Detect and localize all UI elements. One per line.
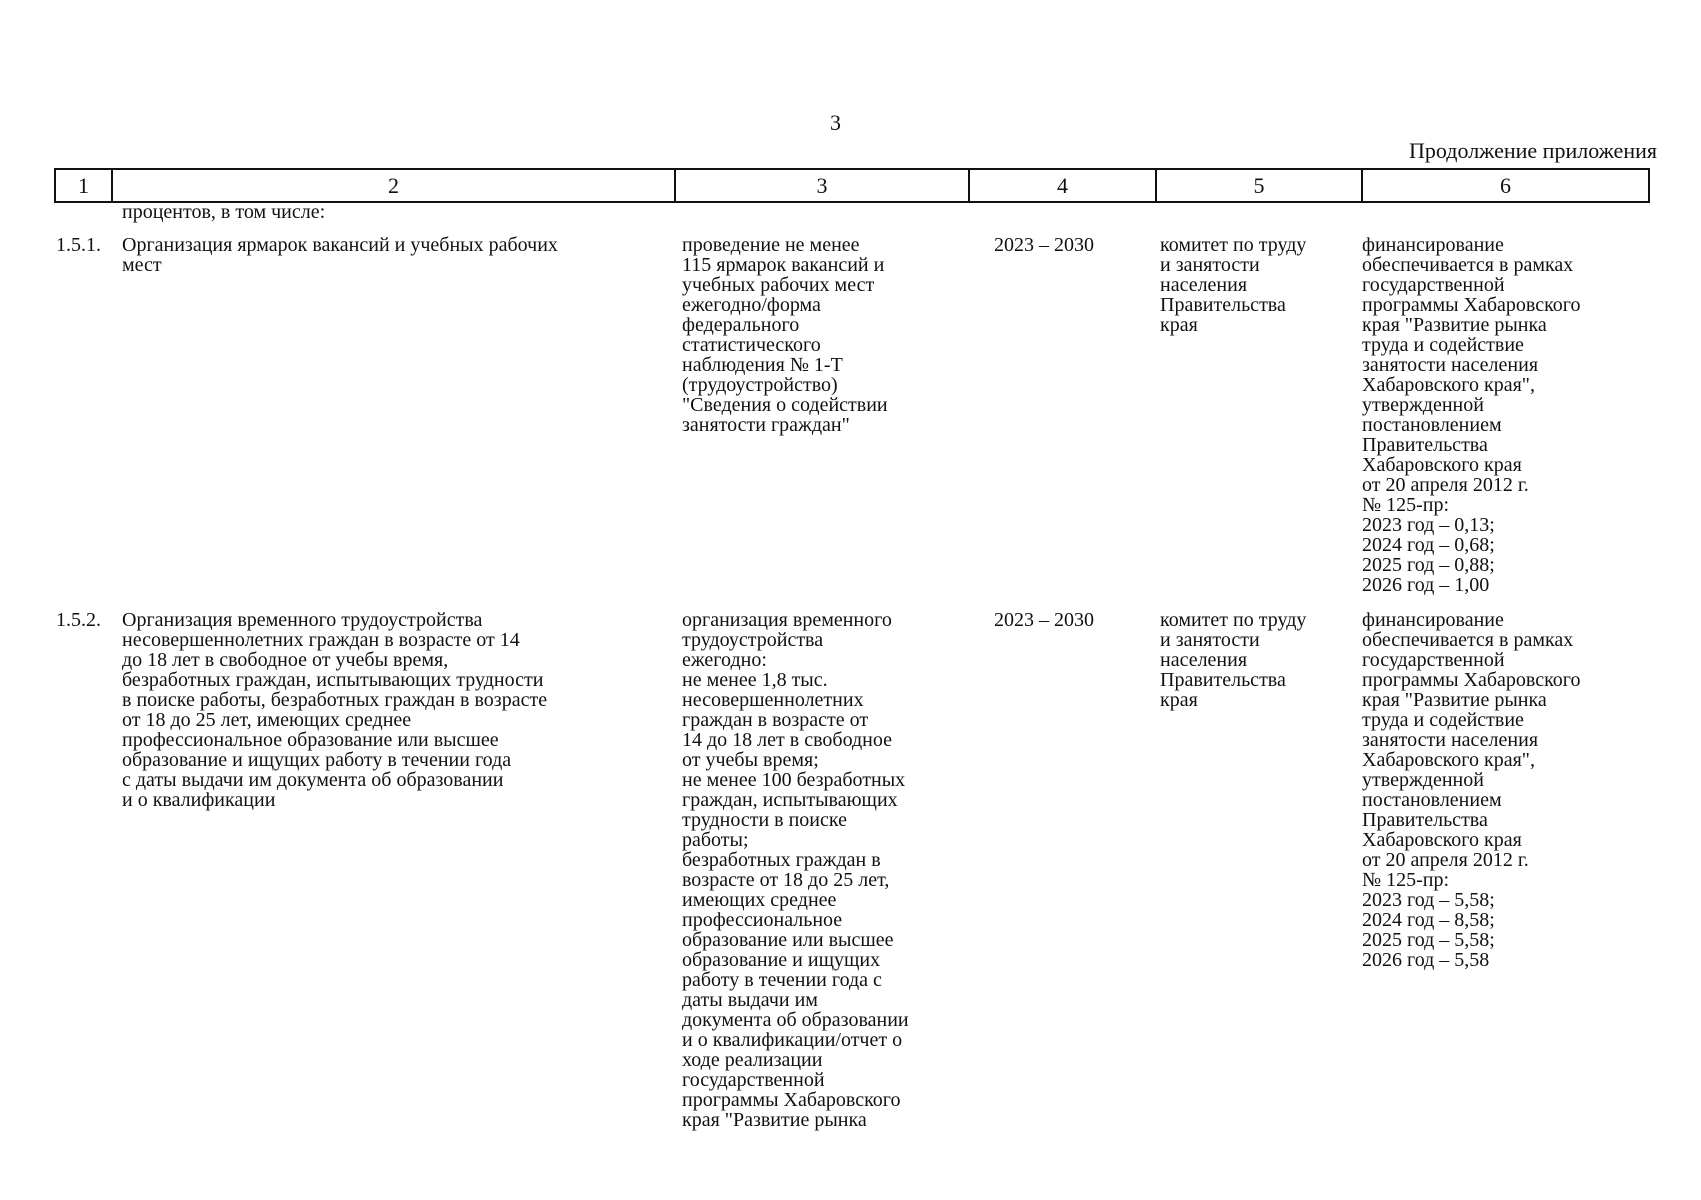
header-cell-1: 1 bbox=[56, 170, 113, 201]
header-cell-3: 3 bbox=[676, 170, 970, 201]
executor-text: комитет по труду и занятости населения Правительства края bbox=[1160, 234, 1307, 336]
financing-text: финансирование обеспечивается в рамках государственной программы Хабаровского края "Развитие рынка труда и содействие занятости населения Хабаровского края", утвержденной постановлением Правительства Хабаровского края от 20 апреля 2012 г. № 125-пр: 2023 год – 0,13; 2024 год – 0,68; 2025 год – 0,88; 2026 год – 1,00 bbox=[1362, 234, 1581, 596]
header-cell-2: 2 bbox=[113, 170, 676, 201]
financing-text: финансирование обеспечивается в рамках государственной программы Хабаровского края "Развитие рынка труда и содействие занятости населения Хабаровского края", утвержденной постановлением Правительства Хабаровского края от 20 апреля 2012 г. № 125-пр: 2023 год – 5,58; 2024 год – 8,58; 2025 год – 5,58; 2026 год – 5,58 bbox=[1362, 609, 1581, 971]
period-text: 2023 – 2030 bbox=[994, 234, 1094, 256]
period-text: 2023 – 2030 bbox=[994, 609, 1094, 631]
table-header-row bbox=[54, 168, 1650, 203]
continuation-label: Продолжение приложения bbox=[1409, 138, 1657, 163]
row-number: 1.5.1. bbox=[56, 234, 101, 256]
header-cell-6: 6 bbox=[1500, 173, 1511, 198]
header-cell-5: 5 bbox=[1157, 170, 1363, 201]
row-number: 1.5.2. bbox=[56, 609, 101, 631]
indicator-text: проведение не менее 115 ярмарок вакансий и учебных рабочих мест ежегодно/форма федерального статистического наблюдения № 1-Т (трудоустройство) "Сведения о содействии занятости граждан" bbox=[682, 234, 888, 436]
executor-text: комитет по труду и занятости населения Правительства края bbox=[1160, 609, 1307, 711]
header-cell-4: 4 bbox=[970, 170, 1157, 201]
activity-text: Организация временного трудоустройства несовершеннолетних граждан в возрасте от 14 до 18 лет в свободное от учебы время, безработных граждан, испытывающих трудности в поиске работы, безработных граждан в возрасте от 18 до 25 лет, имеющих среднее профессиональное образование или высшее образование и ищущих работу в течении года с даты выдачи им документа об образовании и о квалификации bbox=[122, 609, 548, 811]
activity-text: Организация ярмарок вакансий и учебных рабочих мест bbox=[122, 234, 558, 276]
carryover-text: процентов, в том числе: bbox=[122, 201, 326, 223]
indicator-text: организация временного трудоустройства ежегодно: не менее 1,8 тыс. несовершеннолетних граждан в возрасте от 14 до 18 лет в свободное от учебы время; не менее 100 безработных граждан, испытывающих трудности в поиске работы; безработных граждан в возрасте от 18 до 25 лет, имеющих среднее профессиональное образование или высшее образование и ищущих работу в течении года с даты выдачи им документа об образовании и о квалификации/отчет о ходе реализации государственной программы Хабаровского края "Развитие рынка bbox=[682, 609, 909, 1131]
page-number: 3 bbox=[830, 110, 841, 135]
